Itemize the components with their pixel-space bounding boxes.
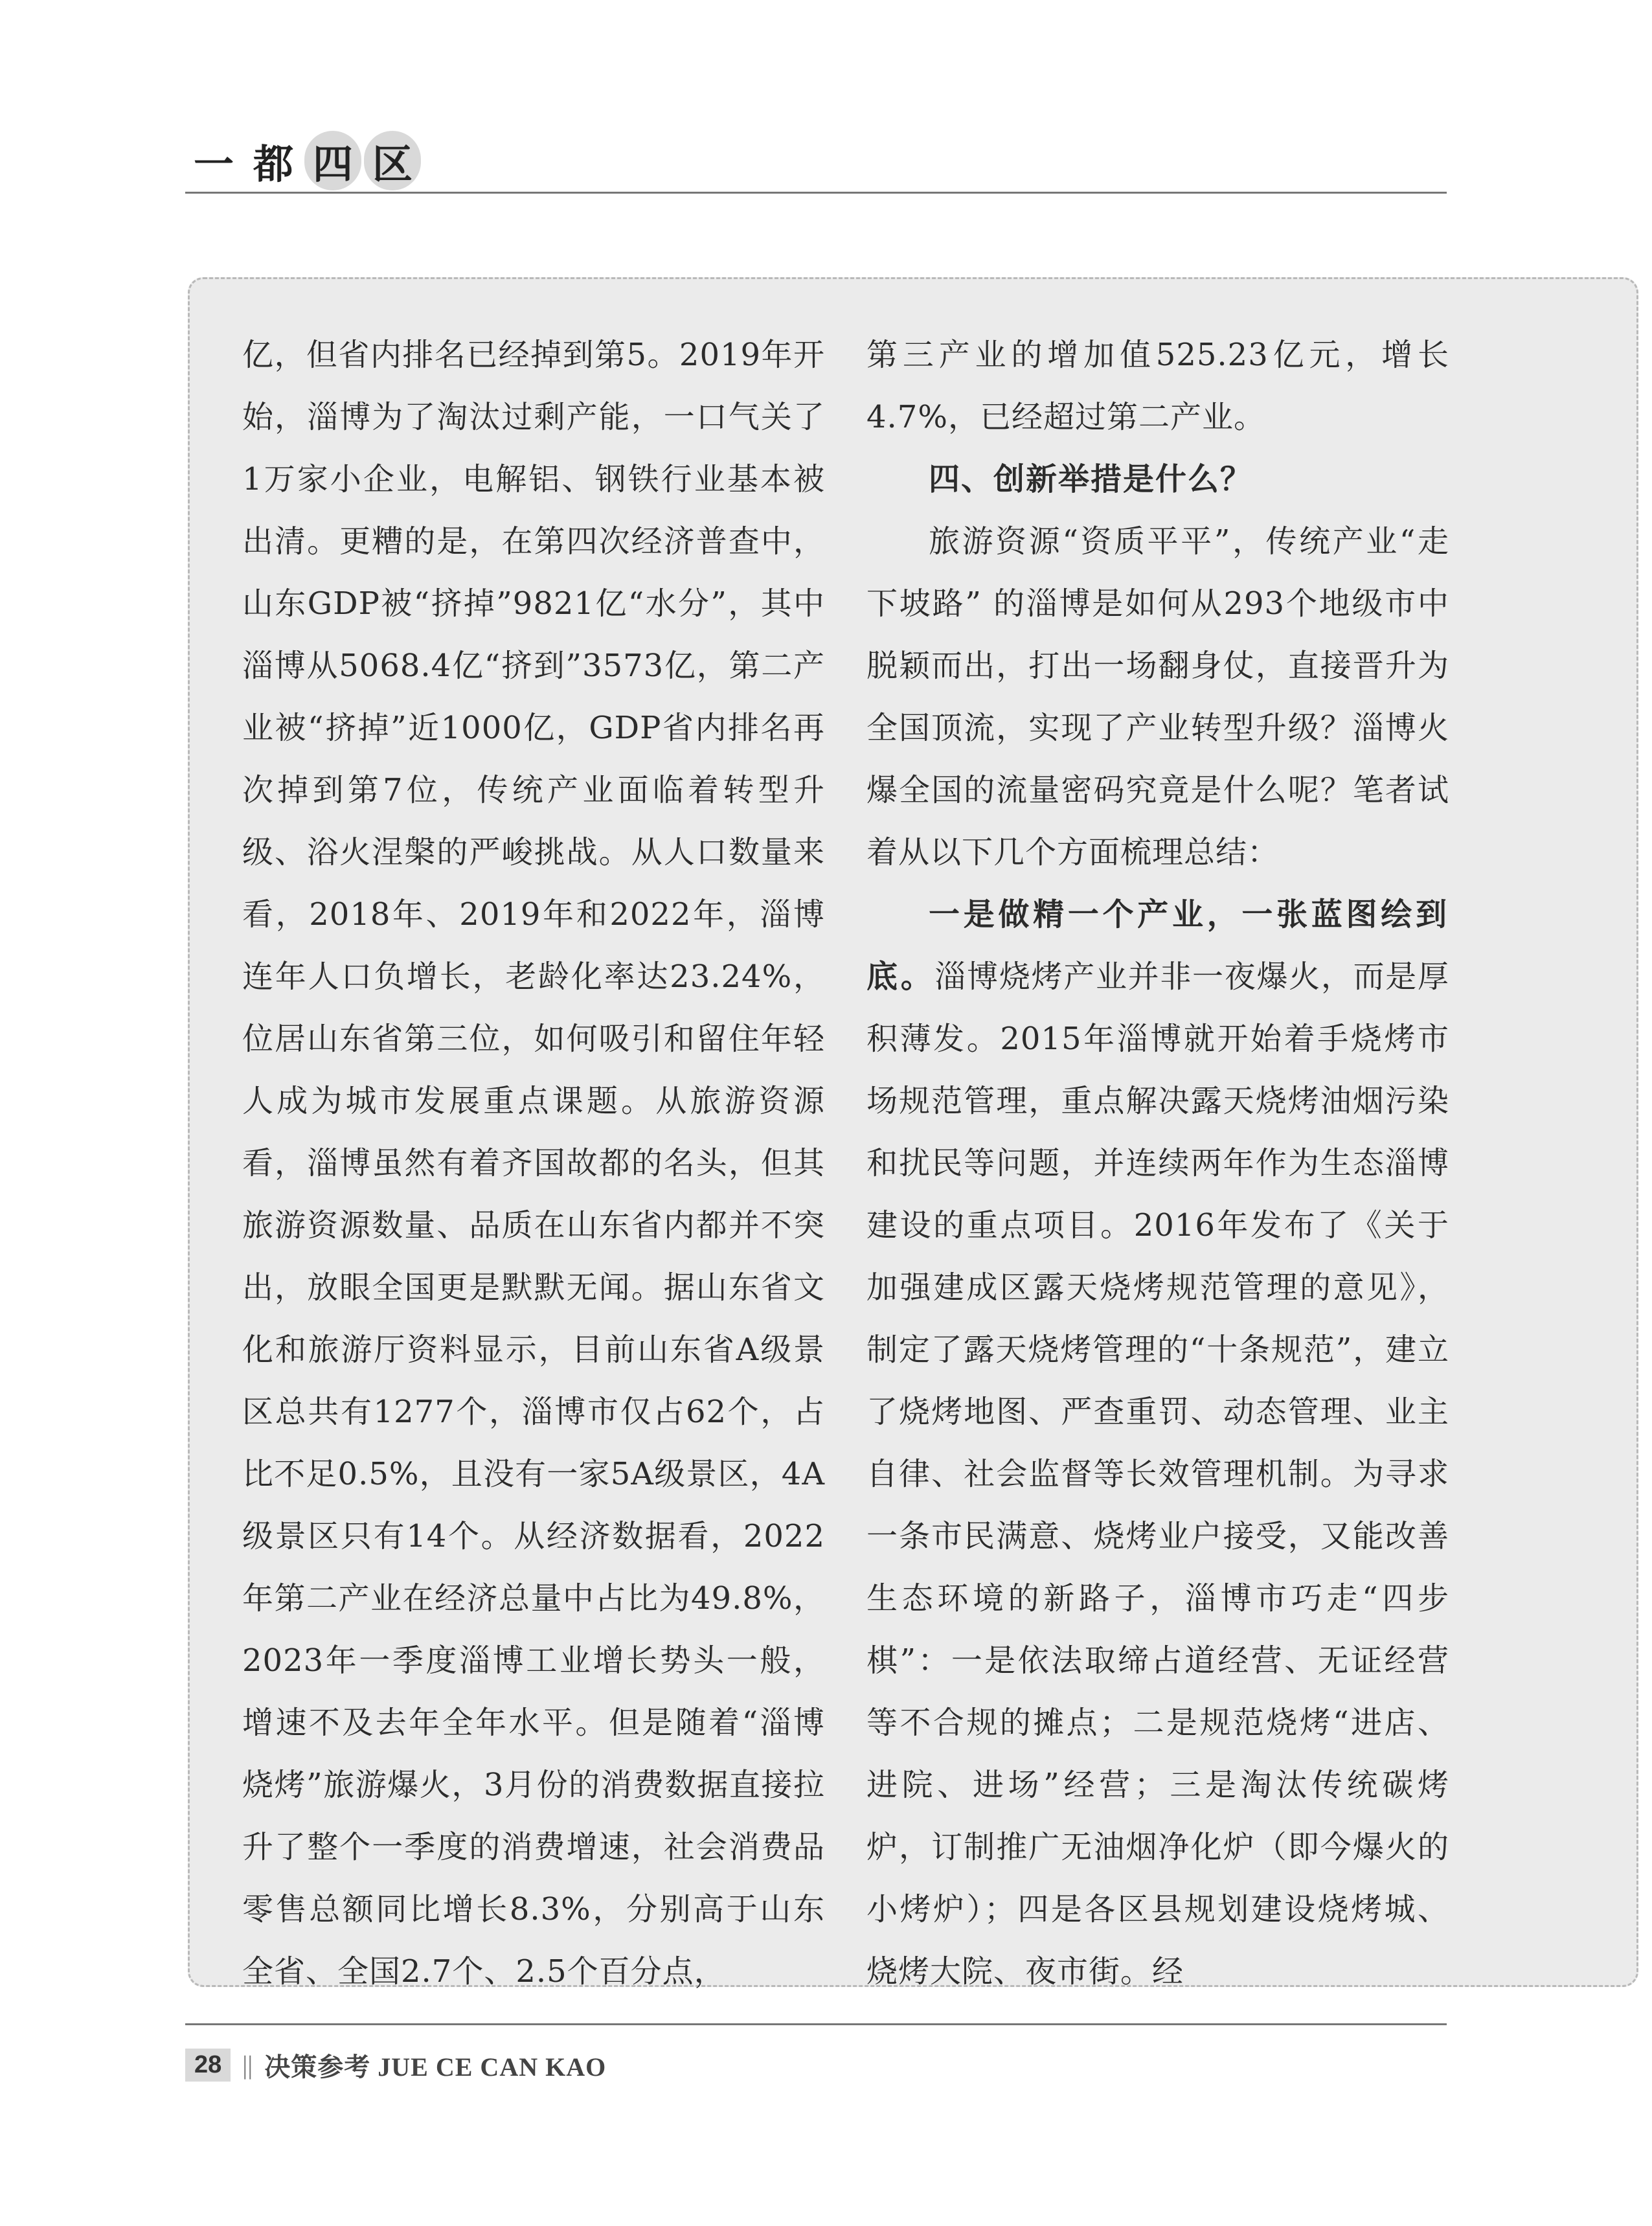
right-paragraph-2: 旅游资源“资质平平”，传统产业“走下坡路” 的淄博是如何从293个地级市中脱颖而出，打出一场翻身仗，直接晋升为全国顶流，实现了产业转型升级？淄博火爆全国的流量密码究竟是什么呢？笔者试着从以下几个方面梳理总结： bbox=[866, 523, 1449, 870]
right-paragraph-1: 第三产业的增加值525.23亿元，增长4.7%，已经超过第二产业。 bbox=[866, 337, 1449, 435]
footer-divider bbox=[185, 2023, 1447, 2025]
left-paragraph: 亿，但省内排名已经掉到第5。2019年开始，淄博为了淘汰过剩产能，一口气关了1万家小企业，电解铝、钢铁行业基本被出清。更糟的是，在第四次经济普查中，山东GDP被“挤掉”9821亿“水分”，其中淄博从5068.4亿“挤到”3573亿，第二产业被“挤掉”近1000亿，GDP省内排名再次掉到第7位，传统产业面临着转型升级、浴火涅槃的严峻挑战。从人口数量来看，2018年、2019年和2022年，淄博连年人口负增长，老龄化率达23.24%，位居山东省第三位，如何吸引和留住年轻人成为城市发展重点课题。从旅游资源看，淄博虽然有着齐国故都的名头，但其旅游资源数量、品质在山东省内都并不突出，放眼全国更是默默无闻。据山东省文化和旅游厅资料显示，目前山东省A级景区总共有1277个，淄博市仅占62个，占比不足0.5%，且没有一家5A级景区，4A级景区只有14个。从经济数据看，2022年第二产业在经济总量中占比为49.8%，2023年一季度淄博工业增长势头一般，增速不及去年全年水平。但是随着“淄博烧烤”旅游爆火，3月份的消费数据直接拉升了整个一季度的消费增速，社会消费品零售总额同比增长8.3%，分别高于山东全省、全国2.7个、2.5个百分点， bbox=[242, 337, 825, 1990]
page-number: 28 bbox=[185, 2049, 231, 2082]
right-paragraph-3 bbox=[866, 883, 1449, 2003]
paragraph-body: 淄博烧烤产业并非一夜爆火，而是厚积薄发。2015年淄博就开始着手烧烤市场规范管理，重点解决露天烧烤油烟污染和扰民等问题，并连续两年作为生态淄博建设的重点项目。2016年发布了《关于加强建成区露天烧烤规范管理的意见》，制定了露天烧烤管理的“十条规范”，建立了烧烤地图、严查重罚、动态管理、业主自律、社会监督等长效管理机制。为寻求一条市民满意、烧烤业户接受，又能改善生态环境的新路子，淄博市巧走“四步棋”：一是依法取缔占道经营、无证经营等不合规的摊点；二是规范烧烤“进店、进院、进场”经营；三是淘汰传统碳烤炉，订制推广无油烟净化炉（即今爆火的小烤炉）；四是各区县规划建设烧烤城、烧烤大院、夜市街。经 bbox=[866, 959, 1449, 1990]
section-char: 四 bbox=[304, 131, 361, 190]
right-column bbox=[866, 324, 1449, 2003]
section-header bbox=[185, 131, 421, 190]
left-column bbox=[242, 324, 825, 2003]
section-heading: 四、创新举措是什么？ bbox=[929, 461, 1253, 497]
header-divider bbox=[185, 192, 1447, 194]
page-footer bbox=[185, 2047, 606, 2084]
paragraph-lead: 一是做精一个产业，一张蓝图绘到底。 bbox=[866, 896, 1449, 995]
section-char: 区 bbox=[364, 131, 421, 190]
section-char: 都 bbox=[253, 140, 293, 188]
footer-separator: || bbox=[242, 2050, 253, 2080]
journal-name: 决策参考 JUE CE CAN KAO bbox=[264, 2052, 607, 2082]
section-char: 一 bbox=[193, 140, 234, 188]
